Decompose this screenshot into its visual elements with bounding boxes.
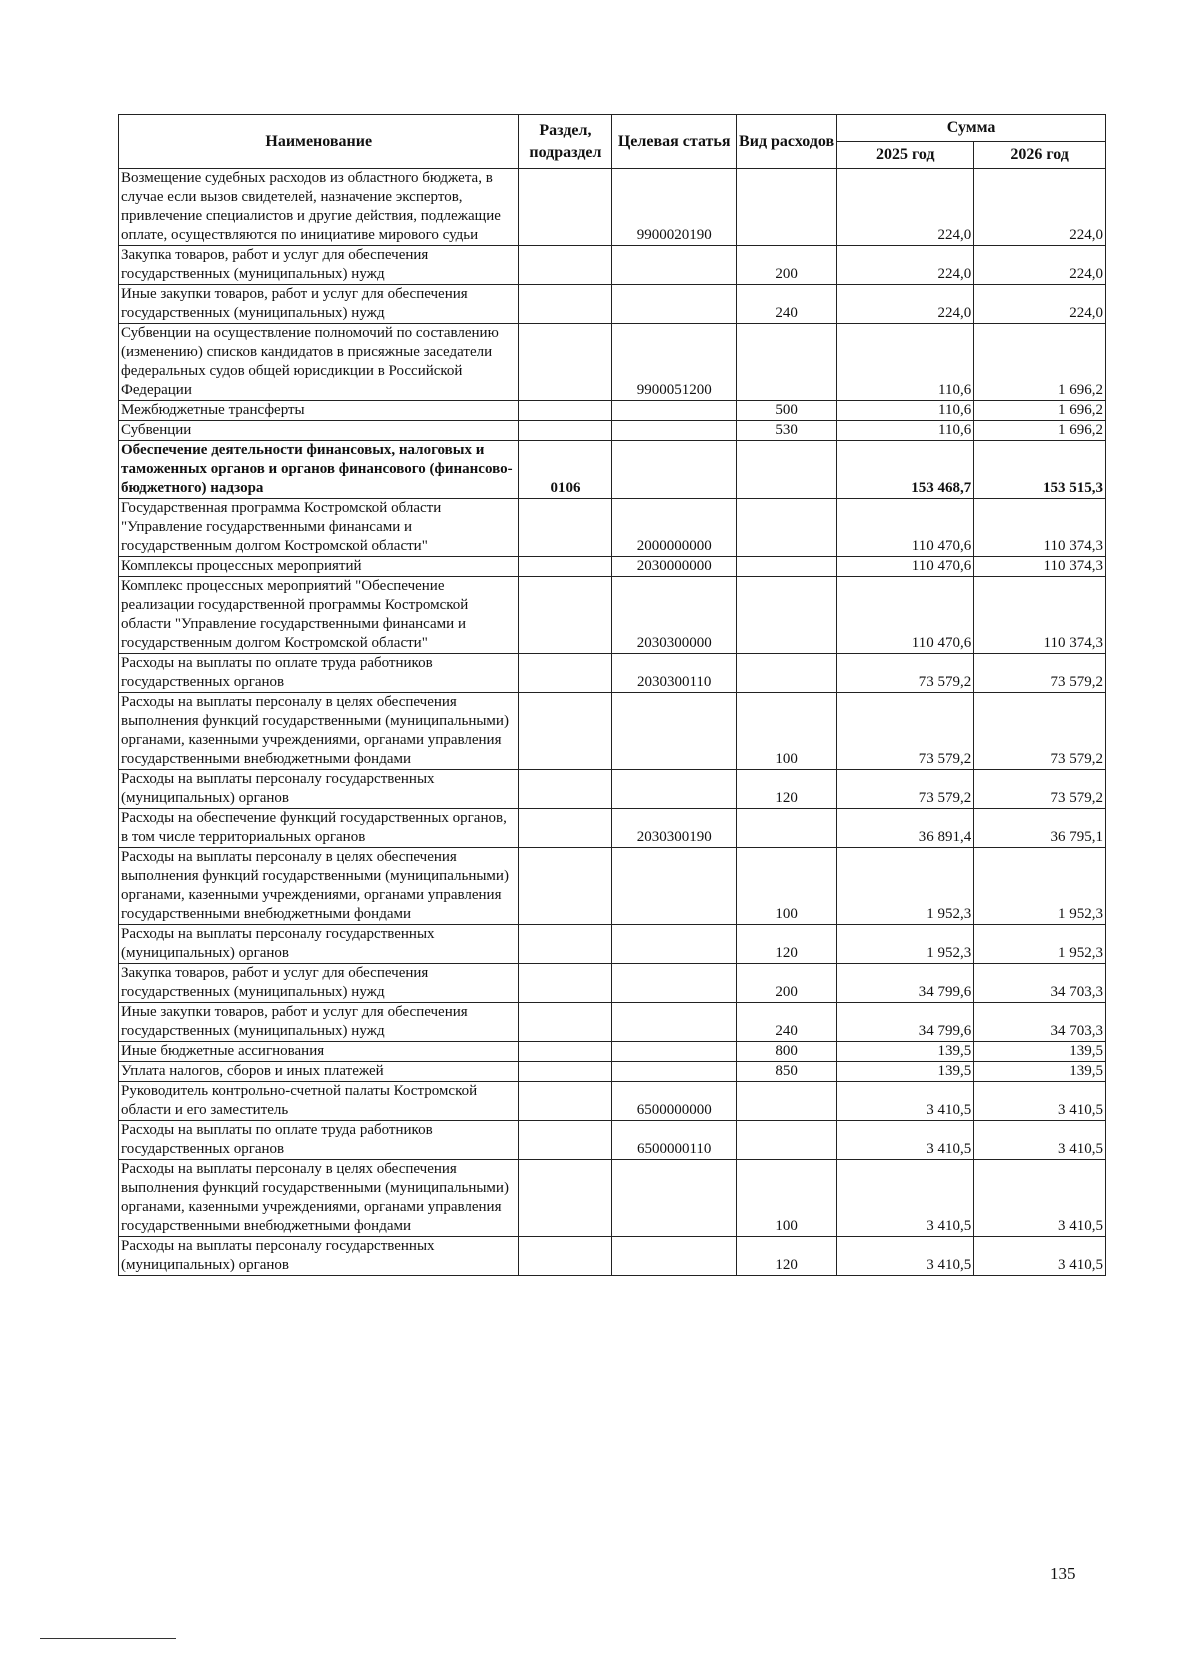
cell-name: Закупка товаров, работ и услуг для обеспечения государственных (муниципальных) нужд [119, 964, 519, 1003]
cell-value-2026: 110 374,3 [974, 577, 1106, 654]
cell-value-2025: 224,0 [837, 285, 974, 324]
cell-value-2025: 73 579,2 [837, 770, 974, 809]
cell-value-2026: 110 374,3 [974, 499, 1106, 557]
cell-name: Иные бюджетные ассигнования [119, 1042, 519, 1062]
cell-kind [736, 324, 836, 401]
cell-kind: 100 [736, 848, 836, 925]
cell-value-2026: 139,5 [974, 1062, 1106, 1082]
cell-target: 9900020190 [612, 169, 736, 246]
cell-section [519, 1160, 612, 1237]
cell-value-2026: 34 703,3 [974, 1003, 1106, 1042]
cell-value-2026: 139,5 [974, 1042, 1106, 1062]
cell-name: Расходы на обеспечение функций государственных органов, в том числе территориальных органов [119, 809, 519, 848]
cell-value-2025: 139,5 [837, 1042, 974, 1062]
cell-kind: 100 [736, 1160, 836, 1237]
cell-target [612, 1062, 736, 1082]
table-row [119, 557, 1106, 577]
table-header [119, 115, 1106, 169]
cell-name: Государственная программа Костромской области "Управление государственными финансами и государственным долгом Костромской области" [119, 499, 519, 557]
cell-value-2026: 224,0 [974, 246, 1106, 285]
cell-kind: 800 [736, 1042, 836, 1062]
cell-kind [736, 1082, 836, 1121]
cell-kind [736, 654, 836, 693]
cell-value-2025: 3 410,5 [837, 1082, 974, 1121]
cell-name: Расходы на выплаты по оплате труда работников государственных органов [119, 654, 519, 693]
cell-value-2025: 36 891,4 [837, 809, 974, 848]
cell-name: Расходы на выплаты персоналу государственных (муниципальных) органов [119, 770, 519, 809]
cell-name: Руководитель контрольно-счетной палаты Костромской области и его заместитель [119, 1082, 519, 1121]
cell-value-2025: 139,5 [837, 1062, 974, 1082]
cell-kind [736, 1121, 836, 1160]
cell-section [519, 693, 612, 770]
cell-name: Комплекс процессных мероприятий "Обеспечение реализации государственной программы Костромской области "Управление государственными финансами и государственным долгом Костромской области" [119, 577, 519, 654]
cell-target: 2000000000 [612, 499, 736, 557]
cell-target [612, 770, 736, 809]
table-row [119, 499, 1106, 557]
cell-value-2026: 73 579,2 [974, 693, 1106, 770]
cell-name: Расходы на выплаты персоналу государственных (муниципальных) органов [119, 1237, 519, 1276]
cell-value-2025: 110,6 [837, 421, 974, 441]
table-row [119, 925, 1106, 964]
table-row [119, 809, 1106, 848]
cell-kind [736, 577, 836, 654]
cell-name: Межбюджетные трансферты [119, 401, 519, 421]
cell-name: Расходы на выплаты персоналу в целях обеспечения выполнения функций государственными (муниципальными) органами, казенными учреждениями, органами управления государственными внебюджетными фондами [119, 693, 519, 770]
cell-target [612, 421, 736, 441]
table-row [119, 1160, 1106, 1237]
cell-section [519, 421, 612, 441]
cell-name: Субвенции на осуществление полномочий по составлению (изменению) списков кандидатов в присяжные заседатели федеральных судов общей юрисдикции в Российской Федерации [119, 324, 519, 401]
cell-kind [736, 499, 836, 557]
cell-name: Иные закупки товаров, работ и услуг для обеспечения государственных (муниципальных) нужд [119, 285, 519, 324]
budget-table [118, 114, 1106, 1276]
cell-value-2025: 3 410,5 [837, 1237, 974, 1276]
header-section: Раздел, подраздел [519, 115, 612, 169]
cell-target [612, 401, 736, 421]
cell-section [519, 557, 612, 577]
header-target: Целевая статья [612, 115, 736, 169]
cell-target [612, 964, 736, 1003]
cell-value-2025: 3 410,5 [837, 1160, 974, 1237]
header-year-2026: 2026 год [974, 142, 1106, 169]
table-row [119, 1237, 1106, 1276]
cell-value-2026: 1 696,2 [974, 324, 1106, 401]
table-row [119, 1003, 1106, 1042]
cell-value-2026: 224,0 [974, 285, 1106, 324]
page-number: 135 [1050, 1564, 1076, 1583]
cell-value-2025: 153 468,7 [837, 441, 974, 499]
cell-value-2025: 1 952,3 [837, 848, 974, 925]
cell-section [519, 848, 612, 925]
cell-name: Расходы на выплаты персоналу в целях обеспечения выполнения функций государственными (муниципальными) органами, казенными учреждениями, органами управления государственными внебюджетными фондами [119, 1160, 519, 1237]
cell-section [519, 1121, 612, 1160]
cell-target [612, 1003, 736, 1042]
cell-target [612, 925, 736, 964]
header-year-2025: 2025 год [837, 142, 974, 169]
cell-target [612, 246, 736, 285]
cell-section [519, 809, 612, 848]
cell-target: 6500000000 [612, 1082, 736, 1121]
cell-section [519, 1082, 612, 1121]
cell-section [519, 499, 612, 557]
cell-section [519, 401, 612, 421]
cell-value-2026: 3 410,5 [974, 1082, 1106, 1121]
cell-target: 2030300190 [612, 809, 736, 848]
cell-kind [736, 809, 836, 848]
cell-name: Расходы на выплаты персоналу государственных (муниципальных) органов [119, 925, 519, 964]
cell-section [519, 1237, 612, 1276]
cell-name: Комплексы процессных мероприятий [119, 557, 519, 577]
cell-value-2026: 3 410,5 [974, 1237, 1106, 1276]
cell-kind: 200 [736, 246, 836, 285]
cell-kind: 850 [736, 1062, 836, 1082]
cell-target [612, 848, 736, 925]
cell-kind: 100 [736, 693, 836, 770]
cell-value-2025: 110 470,6 [837, 557, 974, 577]
cell-kind [736, 169, 836, 246]
cell-value-2026: 73 579,2 [974, 770, 1106, 809]
cell-target: 9900051200 [612, 324, 736, 401]
table-row [119, 693, 1106, 770]
cell-value-2025: 34 799,6 [837, 964, 974, 1003]
cell-name: Закупка товаров, работ и услуг для обеспечения государственных (муниципальных) нужд [119, 246, 519, 285]
table-row [119, 401, 1106, 421]
cell-section [519, 964, 612, 1003]
cell-value-2025: 224,0 [837, 246, 974, 285]
cell-kind: 530 [736, 421, 836, 441]
cell-section [519, 324, 612, 401]
cell-value-2025: 73 579,2 [837, 654, 974, 693]
header-kind: Вид расходов [736, 115, 836, 169]
cell-section [519, 1042, 612, 1062]
cell-value-2026: 3 410,5 [974, 1121, 1106, 1160]
table-row [119, 964, 1106, 1003]
cell-kind [736, 557, 836, 577]
cell-value-2025: 3 410,5 [837, 1121, 974, 1160]
cell-value-2026: 1 952,3 [974, 848, 1106, 925]
cell-name: Возмещение судебных расходов из областного бюджета, в случае если вызов свидетелей, назначение экспертов, привлечение специалистов и другие действия, подлежащие оплате, осуществляются по инициативе мирового судьи [119, 169, 519, 246]
cell-value-2025: 1 952,3 [837, 925, 974, 964]
cell-section [519, 169, 612, 246]
cell-target [612, 1237, 736, 1276]
cell-target: 2030300110 [612, 654, 736, 693]
cell-target [612, 1042, 736, 1062]
cell-target: 6500000110 [612, 1121, 736, 1160]
cell-kind: 240 [736, 285, 836, 324]
table-row [119, 848, 1106, 925]
cell-value-2025: 34 799,6 [837, 1003, 974, 1042]
cell-value-2026: 3 410,5 [974, 1160, 1106, 1237]
cell-target: 2030300000 [612, 577, 736, 654]
cell-target [612, 441, 736, 499]
cell-value-2026: 1 696,2 [974, 421, 1106, 441]
cell-name: Расходы на выплаты по оплате труда работников государственных органов [119, 1121, 519, 1160]
cell-value-2025: 110 470,6 [837, 577, 974, 654]
cell-target [612, 285, 736, 324]
cell-section [519, 246, 612, 285]
cell-value-2025: 110 470,6 [837, 499, 974, 557]
table-row [119, 285, 1106, 324]
cell-name: Иные закупки товаров, работ и услуг для обеспечения государственных (муниципальных) нужд [119, 1003, 519, 1042]
table-row [119, 169, 1106, 246]
cell-value-2026: 1 952,3 [974, 925, 1106, 964]
cell-kind: 500 [736, 401, 836, 421]
cell-section [519, 1003, 612, 1042]
cell-kind: 120 [736, 770, 836, 809]
cell-kind: 120 [736, 1237, 836, 1276]
cell-section [519, 285, 612, 324]
cell-name: Уплата налогов, сборов и иных платежей [119, 1062, 519, 1082]
table-body [119, 169, 1106, 1276]
cell-section: 0106 [519, 441, 612, 499]
cell-value-2025: 110,6 [837, 324, 974, 401]
cell-name: Расходы на выплаты персоналу в целях обеспечения выполнения функций государственными (муниципальными) органами, казенными учреждениями, органами управления государственными внебюджетными фондами [119, 848, 519, 925]
header-sum: Сумма [837, 115, 1106, 142]
cell-section [519, 577, 612, 654]
table-row [119, 1082, 1106, 1121]
cell-value-2026: 34 703,3 [974, 964, 1106, 1003]
cell-value-2026: 36 795,1 [974, 809, 1106, 848]
cell-target: 2030000000 [612, 557, 736, 577]
table-row [119, 1121, 1106, 1160]
table-row [119, 1062, 1106, 1082]
cell-kind: 120 [736, 925, 836, 964]
cell-section [519, 654, 612, 693]
header-name: Наименование [119, 115, 519, 169]
table-row [119, 441, 1106, 499]
cell-value-2026: 224,0 [974, 169, 1106, 246]
cell-kind [736, 441, 836, 499]
cell-section [519, 925, 612, 964]
cell-target [612, 693, 736, 770]
cell-value-2026: 153 515,3 [974, 441, 1106, 499]
table-row [119, 577, 1106, 654]
table-row [119, 246, 1106, 285]
table-row [119, 324, 1106, 401]
table-row [119, 770, 1106, 809]
table-row [119, 1042, 1106, 1062]
cell-value-2025: 224,0 [837, 169, 974, 246]
cell-name: Обеспечение деятельности финансовых, налоговых и таможенных органов и органов финансового (финансово-бюджетного) надзора [119, 441, 519, 499]
cell-value-2026: 110 374,3 [974, 557, 1106, 577]
cell-value-2026: 73 579,2 [974, 654, 1106, 693]
cell-kind: 200 [736, 964, 836, 1003]
cell-section [519, 770, 612, 809]
table-row [119, 421, 1106, 441]
cell-value-2025: 110,6 [837, 401, 974, 421]
cell-value-2025: 73 579,2 [837, 693, 974, 770]
footer-rule [40, 1638, 176, 1639]
cell-target [612, 1160, 736, 1237]
cell-kind: 240 [736, 1003, 836, 1042]
cell-section [519, 1062, 612, 1082]
cell-value-2026: 1 696,2 [974, 401, 1106, 421]
cell-name: Субвенции [119, 421, 519, 441]
table-row [119, 654, 1106, 693]
